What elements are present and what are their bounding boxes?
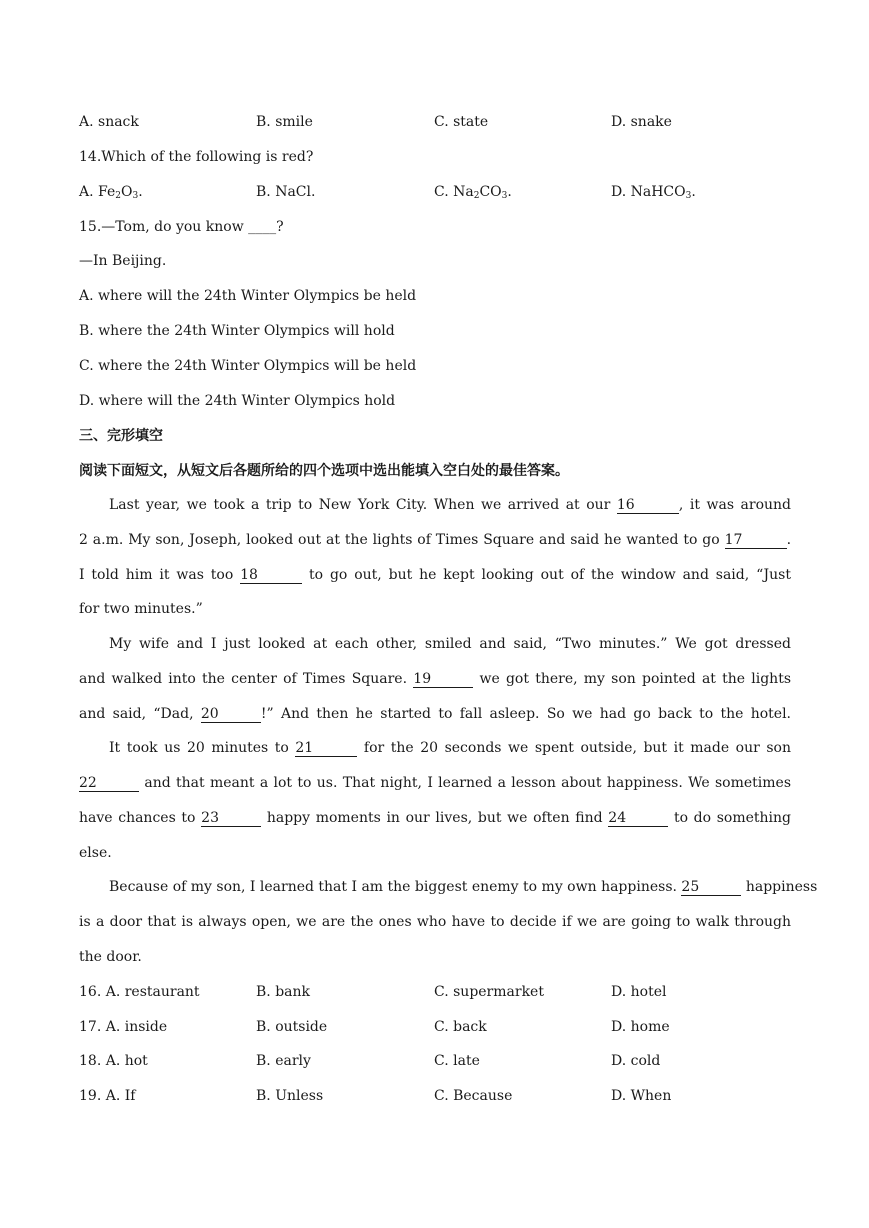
q14-option-a: A. $Fe_2O_3$. (79, 184, 143, 201)
blank-16: 16 (617, 497, 679, 514)
option-c: C. supermarket (434, 984, 544, 1000)
passage-line: and said, “Dad, 20 !” And then he started to fall asleep. So we had go back to the hotel. (79, 706, 792, 722)
option-a: 16. A. restaurant (79, 984, 200, 1000)
blank-19: 19 (413, 671, 473, 688)
q15-option-b: B. where the 24th Winter Olympics will hold (79, 323, 395, 339)
blank-23: 23 (201, 810, 261, 827)
passage-line: It took us 20 minutes to 21 for the 20 seconds we spent outside, but it made our son (109, 740, 791, 756)
option-c: C. late (434, 1053, 480, 1069)
q15-option-d: D. where will the 24th Winter Olympics hold (79, 393, 396, 409)
option-a: 18. A. hot (79, 1053, 148, 1069)
passage-line: is a door that is always open, we are the ones who have to decide if we are going to walk through (79, 914, 791, 930)
q15-option-c: C. where the 24th Winter Olympics will be held (79, 358, 417, 374)
passage-line: for two minutes.” (79, 601, 203, 617)
passage-line: Last year, we took a trip to New York City. When we arrived at our 16 , it was around (109, 497, 791, 513)
section-instruction: 阅读下面短文，从短文后各题所给的四个选项中选出能填入空白处的最佳答案。 (79, 463, 569, 479)
passage-line: 2 a.m. My son, Joseph, looked out at the lights of Times Square and said he wanted to go 17 . (79, 532, 792, 548)
q14-options-row (79, 182, 791, 202)
question-row (79, 1086, 791, 1106)
option-c: C. Because (434, 1088, 513, 1104)
passage-line: the door. (79, 949, 142, 965)
q14-option-d: D. NaHCO$_3$. (611, 184, 696, 201)
option-d: D. hotel (611, 984, 667, 1000)
q13-option-a: A. snack (79, 114, 139, 130)
question-row (79, 1051, 791, 1071)
q13-option-b: B. smile (256, 114, 313, 130)
blank-25: 25 (681, 879, 741, 896)
option-b: B. outside (256, 1019, 328, 1035)
blank-20: 20 (201, 706, 261, 723)
option-d: D. home (611, 1019, 670, 1035)
q13-options-row (79, 112, 791, 132)
option-d: D. When (611, 1088, 672, 1104)
question-row (79, 1017, 791, 1037)
blank-18: 18 (240, 567, 302, 584)
option-d: D. cold (611, 1053, 661, 1069)
blank-24: 24 (608, 810, 668, 827)
q14-option-c: C. $Na_2CO_3$. (434, 184, 512, 201)
option-b: B. early (256, 1053, 311, 1069)
q14-stem: 14.Which of the following is red? (79, 149, 314, 165)
section-title: 三、完形填空 (79, 428, 163, 444)
q13-option-d: D. snake (611, 114, 672, 130)
option-a: 17. A. inside (79, 1019, 168, 1035)
passage-line: have chances to 23 happy moments in our lives, but we often find 24 to do something (79, 810, 792, 826)
q15-reply: —In Beijing. (79, 253, 167, 269)
q15-stem: 15.—Tom, do you know ____? (79, 219, 284, 235)
option-c: C. back (434, 1019, 487, 1035)
passage-line: Because of my son, I learned that I am the biggest enemy to my own happiness. 25 happiness (109, 879, 818, 895)
passage-line: I told him it was too 18 to go out, but he kept looking out of the window and said, “Just (79, 567, 791, 583)
question-row (79, 982, 791, 1002)
passage-line: My wife and I just looked at each other, smiled and said, “Two minutes.” We got dressed (109, 636, 791, 652)
passage-line: and walked into the center of Times Square. 19 we got there, my son pointed at the lights (79, 671, 792, 687)
blank-22: 22 (79, 775, 139, 792)
passage-line: else. (79, 845, 112, 861)
option-b: B. Unless (256, 1088, 324, 1104)
q14-option-b: B. NaCl. (256, 184, 316, 200)
passage-line: 22 and that meant a lot to us. That night, I learned a lesson about happiness. We sometimes (79, 775, 792, 791)
q15-option-a: A. where will the 24th Winter Olympics be held (79, 288, 417, 304)
blank-17: 17 (725, 532, 787, 549)
q13-option-c: C. state (434, 114, 489, 130)
option-a: 19. A. If (79, 1088, 136, 1104)
option-b: B. bank (256, 984, 310, 1000)
blank-21: 21 (295, 740, 357, 757)
